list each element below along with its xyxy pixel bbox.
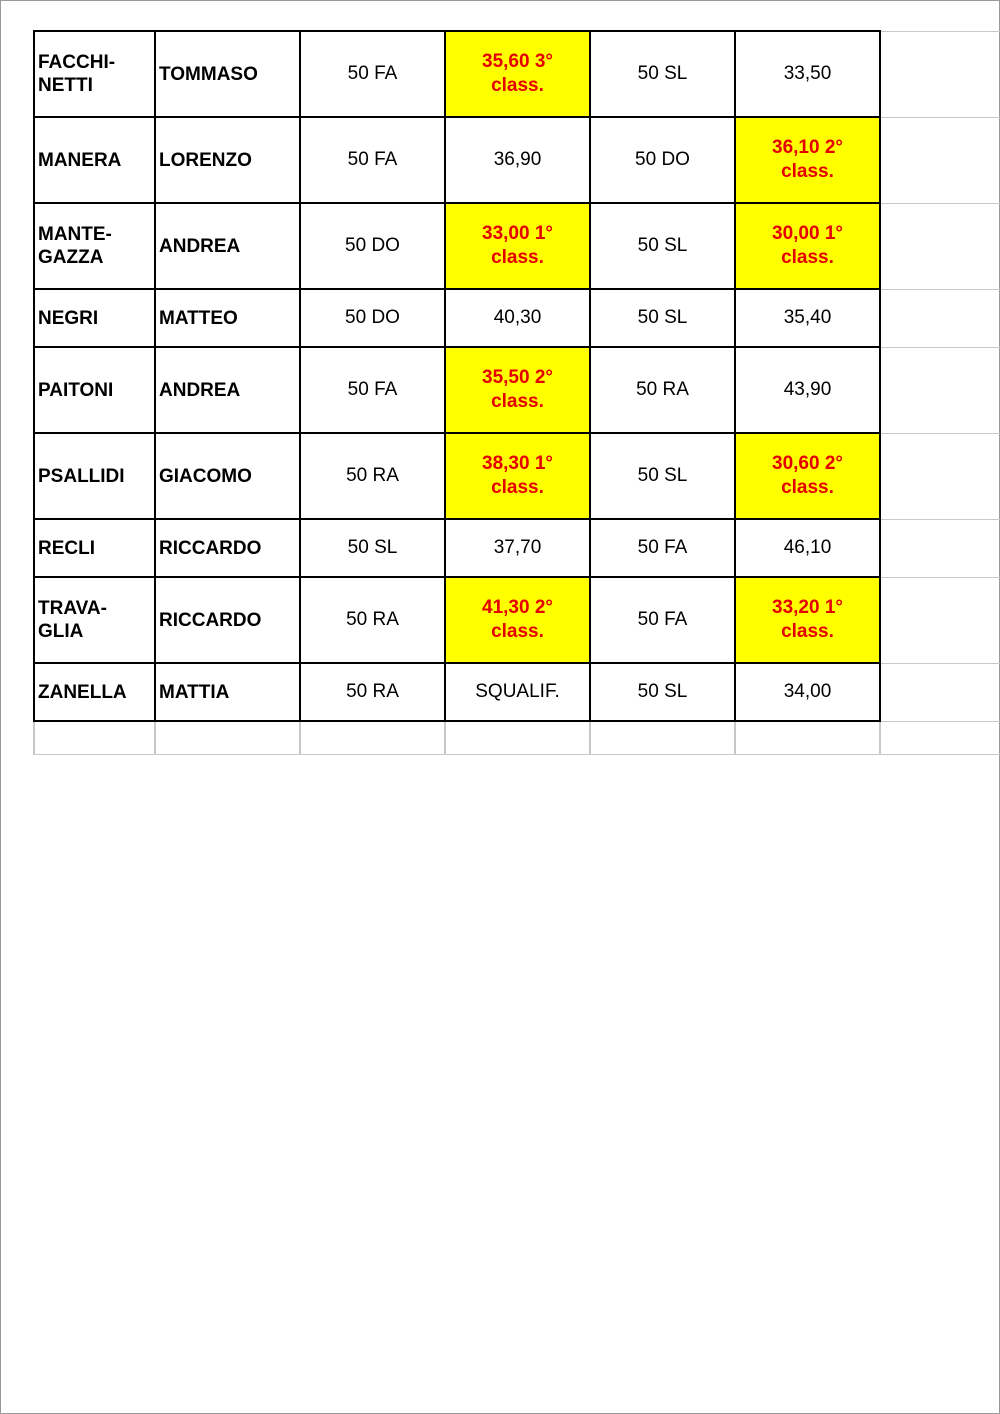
first-name-cell: GIACOMO bbox=[155, 433, 300, 519]
event1-cell: 50 FA bbox=[300, 117, 445, 203]
table-row bbox=[34, 347, 1000, 433]
event2-cell: 50 RA bbox=[590, 347, 735, 433]
blank-cell bbox=[300, 721, 445, 755]
first-name-cell: RICCARDO bbox=[155, 519, 300, 577]
surname-cell: RECLI bbox=[34, 519, 155, 577]
first-name-cell: TOMMASO bbox=[155, 31, 300, 117]
time2-cell: 36,10 2° class. bbox=[735, 117, 880, 203]
time2-cell: 34,00 bbox=[735, 663, 880, 721]
empty-cell bbox=[880, 203, 1000, 289]
event1-cell: 50 FA bbox=[300, 31, 445, 117]
surname-cell: FACCHI- NETTI bbox=[34, 31, 155, 117]
time1-cell: SQUALIF. bbox=[445, 663, 590, 721]
surname-cell: MANTE- GAZZA bbox=[34, 203, 155, 289]
event1-cell: 50 RA bbox=[300, 663, 445, 721]
empty-cell bbox=[880, 347, 1000, 433]
table-row bbox=[34, 117, 1000, 203]
time2-cell: 43,90 bbox=[735, 347, 880, 433]
table-row bbox=[34, 663, 1000, 721]
event2-cell: 50 SL bbox=[590, 289, 735, 347]
blank-row bbox=[34, 721, 1000, 755]
time2-cell: 33,20 1° class. bbox=[735, 577, 880, 663]
table-row bbox=[34, 577, 1000, 663]
first-name-cell: RICCARDO bbox=[155, 577, 300, 663]
time1-cell: 33,00 1° class. bbox=[445, 203, 590, 289]
event1-cell: 50 RA bbox=[300, 433, 445, 519]
event2-cell: 50 DO bbox=[590, 117, 735, 203]
empty-cell bbox=[880, 519, 1000, 577]
first-name-cell: LORENZO bbox=[155, 117, 300, 203]
empty-cell bbox=[880, 663, 1000, 721]
event2-cell: 50 FA bbox=[590, 577, 735, 663]
empty-cell bbox=[880, 289, 1000, 347]
first-name-cell: MATTIA bbox=[155, 663, 300, 721]
table-row bbox=[34, 31, 1000, 117]
blank-cell bbox=[735, 721, 880, 755]
time1-cell: 40,30 bbox=[445, 289, 590, 347]
surname-cell: NEGRI bbox=[34, 289, 155, 347]
time1-cell: 36,90 bbox=[445, 117, 590, 203]
blank-cell bbox=[155, 721, 300, 755]
time2-cell: 46,10 bbox=[735, 519, 880, 577]
blank-cell bbox=[880, 721, 1000, 755]
first-name-cell: ANDREA bbox=[155, 203, 300, 289]
time2-cell: 35,40 bbox=[735, 289, 880, 347]
time1-cell: 38,30 1° class. bbox=[445, 433, 590, 519]
event2-cell: 50 SL bbox=[590, 31, 735, 117]
time2-cell: 33,50 bbox=[735, 31, 880, 117]
surname-cell: PSALLIDI bbox=[34, 433, 155, 519]
event2-cell: 50 SL bbox=[590, 433, 735, 519]
table-row bbox=[34, 203, 1000, 289]
table-row bbox=[34, 289, 1000, 347]
event2-cell: 50 SL bbox=[590, 203, 735, 289]
surname-cell: TRAVA- GLIA bbox=[34, 577, 155, 663]
event1-cell: 50 DO bbox=[300, 289, 445, 347]
empty-cell bbox=[880, 433, 1000, 519]
table-row bbox=[34, 519, 1000, 577]
event2-cell: 50 SL bbox=[590, 663, 735, 721]
blank-cell bbox=[590, 721, 735, 755]
time1-cell: 41,30 2° class. bbox=[445, 577, 590, 663]
surname-cell: MANERA bbox=[34, 117, 155, 203]
time1-cell: 35,60 3° class. bbox=[445, 31, 590, 117]
time2-cell: 30,60 2° class. bbox=[735, 433, 880, 519]
event2-cell: 50 FA bbox=[590, 519, 735, 577]
blank-cell bbox=[34, 721, 155, 755]
results-table-container bbox=[33, 30, 1000, 755]
table-row bbox=[34, 433, 1000, 519]
results-table bbox=[33, 30, 1000, 755]
results-table-body bbox=[34, 31, 1000, 755]
time1-cell: 35,50 2° class. bbox=[445, 347, 590, 433]
surname-cell: PAITONI bbox=[34, 347, 155, 433]
surname-cell: ZANELLA bbox=[34, 663, 155, 721]
event1-cell: 50 FA bbox=[300, 347, 445, 433]
event1-cell: 50 RA bbox=[300, 577, 445, 663]
blank-cell bbox=[445, 721, 590, 755]
time1-cell: 37,70 bbox=[445, 519, 590, 577]
time2-cell: 30,00 1° class. bbox=[735, 203, 880, 289]
empty-cell bbox=[880, 31, 1000, 117]
event1-cell: 50 SL bbox=[300, 519, 445, 577]
first-name-cell: ANDREA bbox=[155, 347, 300, 433]
event1-cell: 50 DO bbox=[300, 203, 445, 289]
empty-cell bbox=[880, 577, 1000, 663]
empty-cell bbox=[880, 117, 1000, 203]
first-name-cell: MATTEO bbox=[155, 289, 300, 347]
